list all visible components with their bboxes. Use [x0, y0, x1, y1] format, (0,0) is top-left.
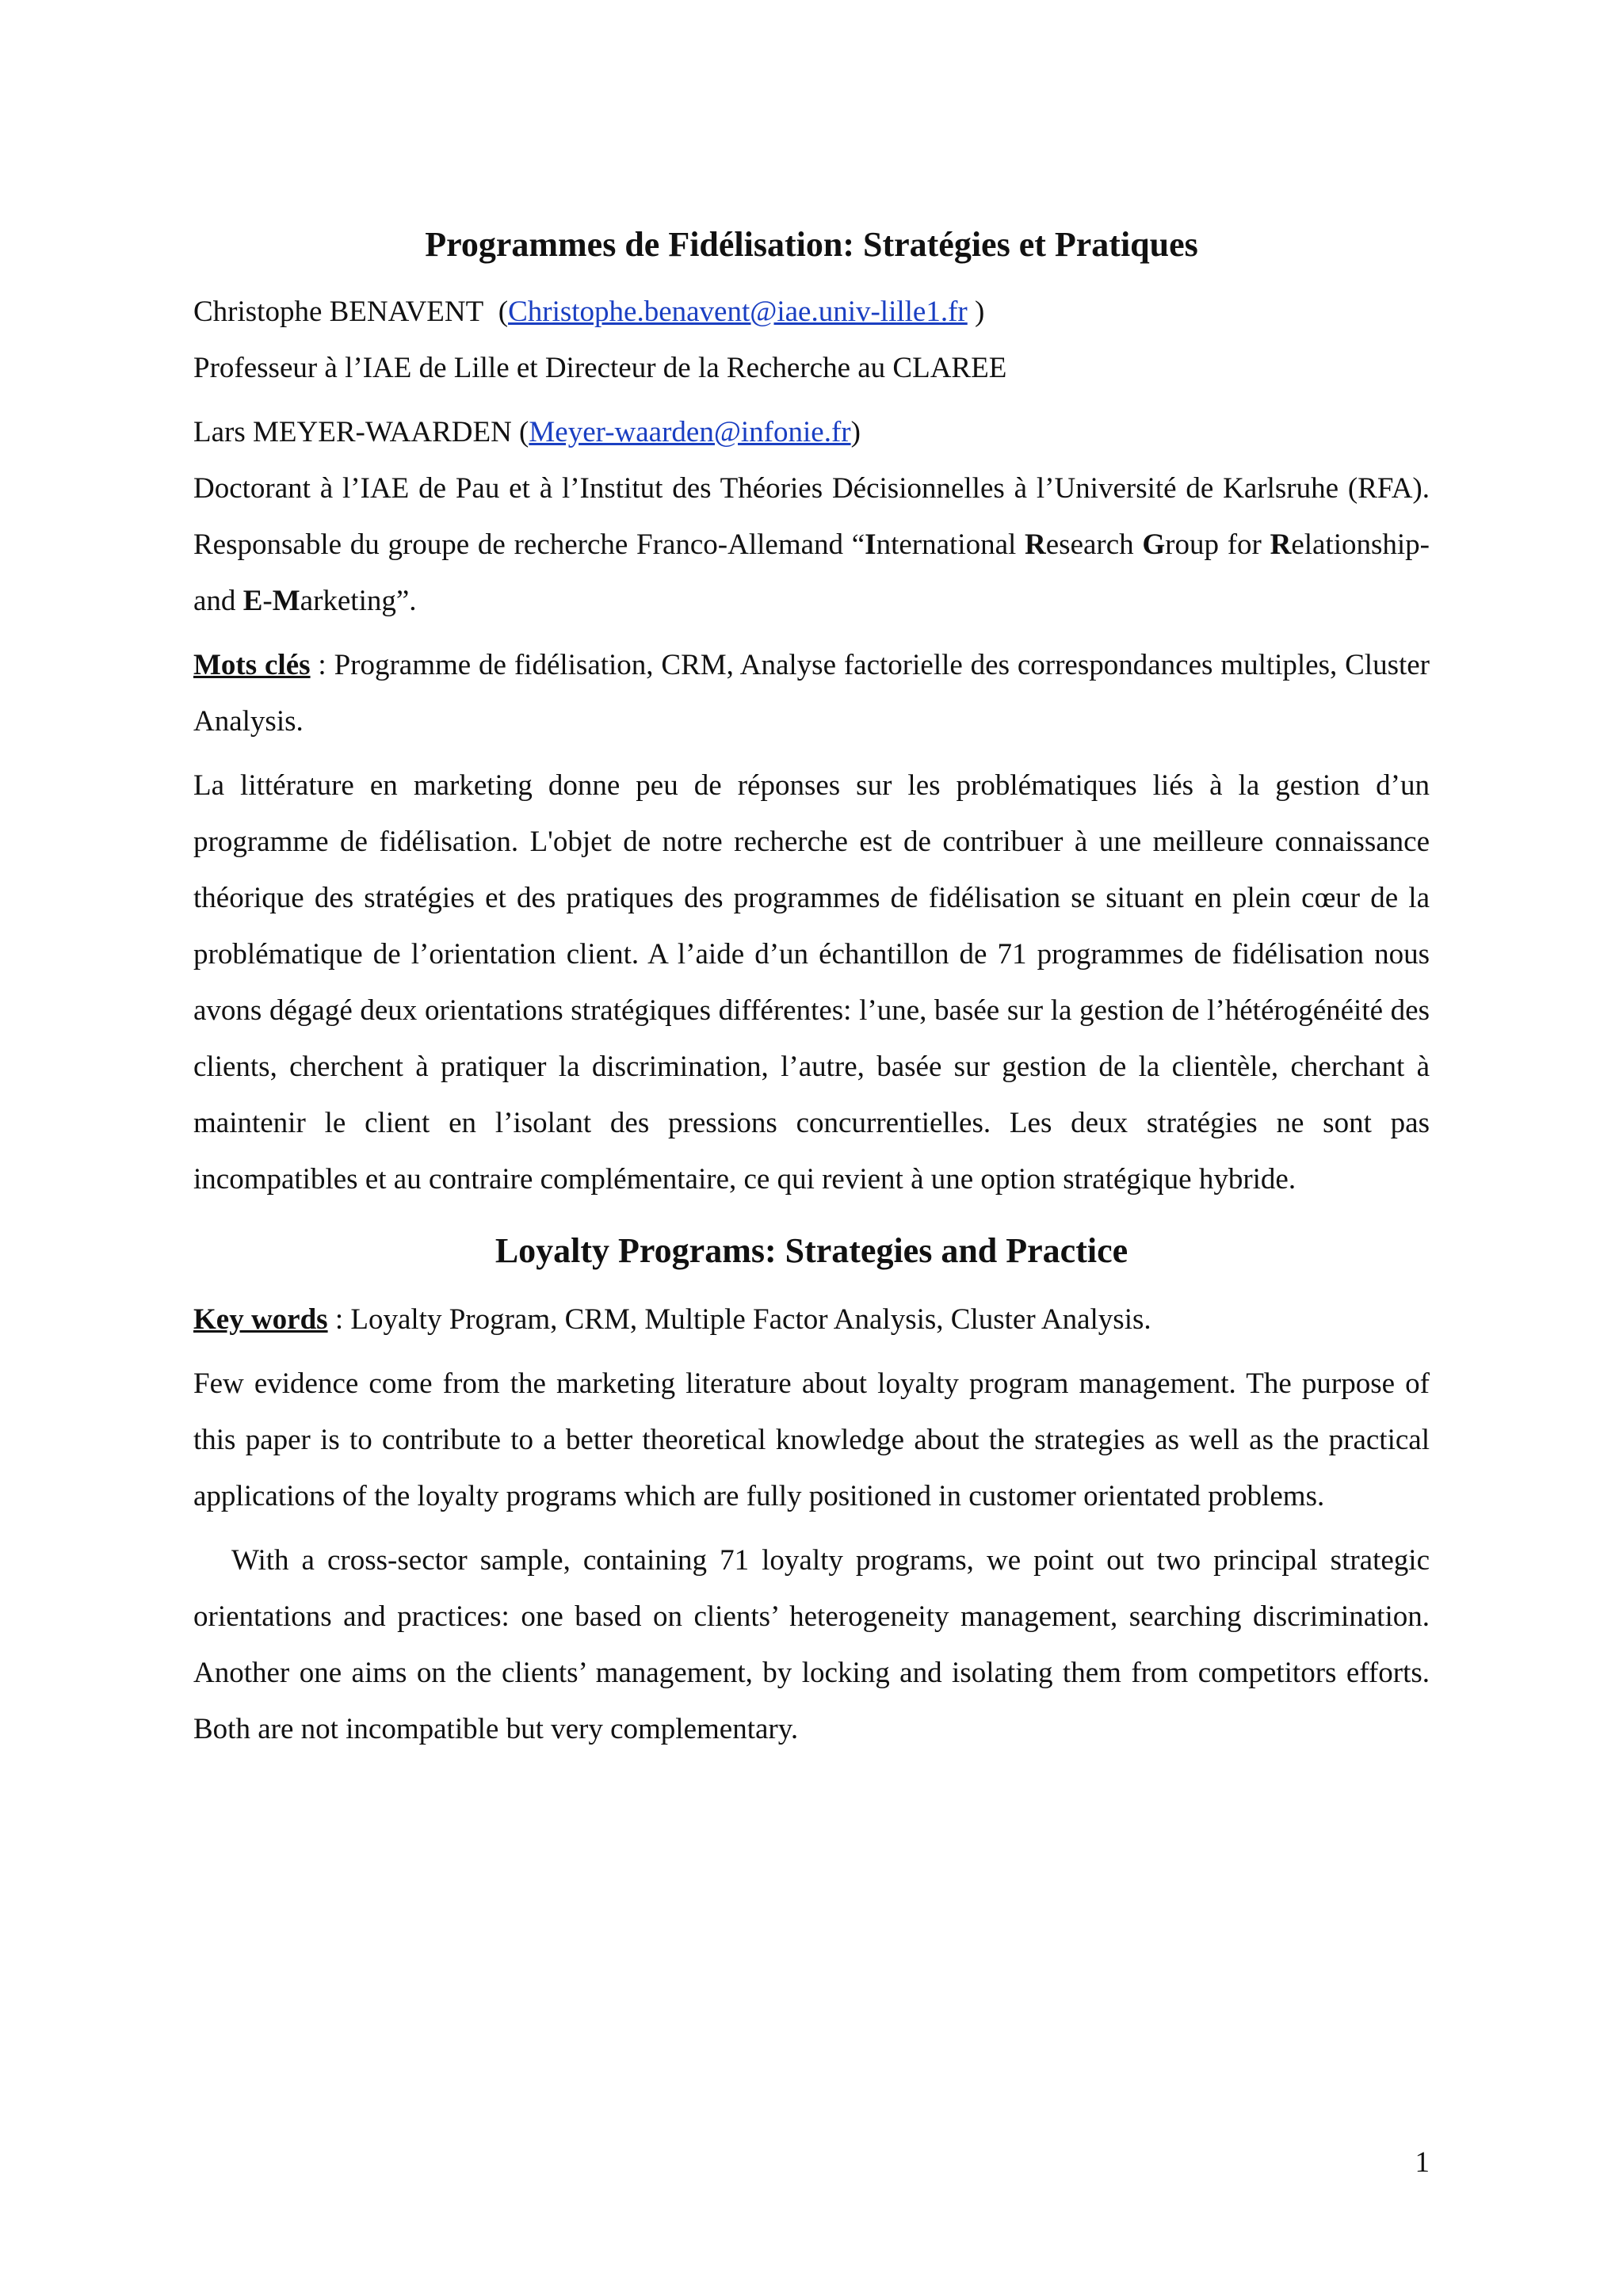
author1-close-paren: ) [967, 296, 985, 328]
author2-email-link[interactable]: Meyer-waarden@infonie.fr [529, 416, 851, 448]
group-text-2: esearch [1045, 528, 1143, 561]
group-dash: - [262, 585, 273, 617]
spacer [193, 396, 1430, 404]
english-abstract-paragraph-2: With a cross-sector sample, containing 71 loyalty programs, we point out two principal strategic orientations and practices: one based on clients’ heterogeneity management, searching discrimination. Another one aims on the clients’ management, by locking and isolating them from competitors efforts. Both are not incompatible but very complementary. [193, 1544, 1430, 1745]
group-initial-i: I [865, 528, 876, 561]
group-initial-r: R [1025, 528, 1046, 561]
spacer [193, 749, 1430, 757]
group-initial-r2: R [1270, 528, 1292, 561]
english-keywords-text: Loyalty Program, CRM, Multiple Factor Analysis, Cluster Analysis. [350, 1303, 1151, 1336]
group-text-4: elationship- and [193, 528, 1430, 617]
french-title: Programmes de Fidélisation: Stratégies et Pratiques [425, 225, 1198, 264]
french-abstract: La littérature en marketing donne peu de réponses sur les problématiques liés à la gestion d’un programme de fidélisation. L'objet de notre recherche est de contribuer à une meilleure connaissance théorique des stratégies et des pratiques des programmes de fidélisation se situant en plein cœur de la problématique de l’orientation client. A l’aide d’un échantillon de 71 programmes de fidélisation nous avons dégagé deux orientations stratégiques différentes: l’une, basée sur la gestion de l’hétérogénéité des clients, cherchent à pratiquer la discrimination, l’autre, basée sur gestion de la clientèle, cherchant à maintenir le client en l’isolant des pressions concurrentielles. Les deux stratégies ne sont pas incompatibles et au contraire complémentaire, ce qui revient à une option stratégique hybride. [193, 769, 1430, 1196]
french-keywords-text: Programme de fidélisation, CRM, Analyse factorielle des correspondances multiples, Cluster Analysis. [193, 649, 1430, 738]
author1-line [193, 284, 1430, 340]
group-initial-m: M [272, 585, 300, 617]
spacer [193, 1348, 1430, 1356]
english-title: Loyalty Programs: Strategies and Practice [495, 1231, 1128, 1270]
author1-affiliation: Professeur à l’IAE de Lille et Directeur de la Recherche au CLAREE [193, 352, 1007, 384]
page-number: 1 [1415, 2146, 1430, 2179]
group-text-3: roup for [1165, 528, 1270, 561]
spacer [193, 1524, 1430, 1532]
group-text-1: nternational [876, 528, 1025, 561]
spacer [193, 629, 1430, 637]
author2-close-paren: ) [850, 416, 861, 448]
french-keywords-separator: : [310, 649, 334, 681]
author1-email-link[interactable]: Christophe.benavent@iae.univ-lille1.fr [508, 296, 968, 328]
author1-open-paren: ( [498, 296, 509, 328]
english-keywords-label: Key words [193, 1303, 328, 1336]
english-keywords-separator: : [327, 1303, 351, 1336]
author2-name: Lars MEYER-WAARDEN [193, 416, 512, 448]
group-text-5: arketing”. [300, 585, 417, 617]
french-keywords [193, 637, 1430, 749]
page-content [193, 222, 1430, 1757]
author1-name: Christophe BENAVENT [193, 296, 484, 328]
english-keywords [193, 1291, 1430, 1348]
group-initial-g: G [1142, 528, 1166, 561]
english-abstract-paragraph-1: Few evidence come from the marketing literature about loyalty program management. The purpose of this paper is to contribute to a better theoretical knowledge about the strategies as well as the practical applications of the loyalty programs which are fully positioned in customer orientated problems. [193, 1367, 1430, 1512]
french-keywords-label: Mots clés [193, 649, 311, 681]
author2-affiliation-text: Doctorant à l’IAE de Pau et à l’Institut des Théories Décisionnelles à l’Université de Karlsruhe (RFA). Responsable du groupe de recherche Franco-Allemand “ [193, 472, 1430, 561]
author2-open-paren: ( [519, 416, 529, 448]
author2-line [193, 404, 1430, 460]
group-initial-e: E [242, 585, 263, 617]
author2-affiliation [193, 460, 1430, 629]
